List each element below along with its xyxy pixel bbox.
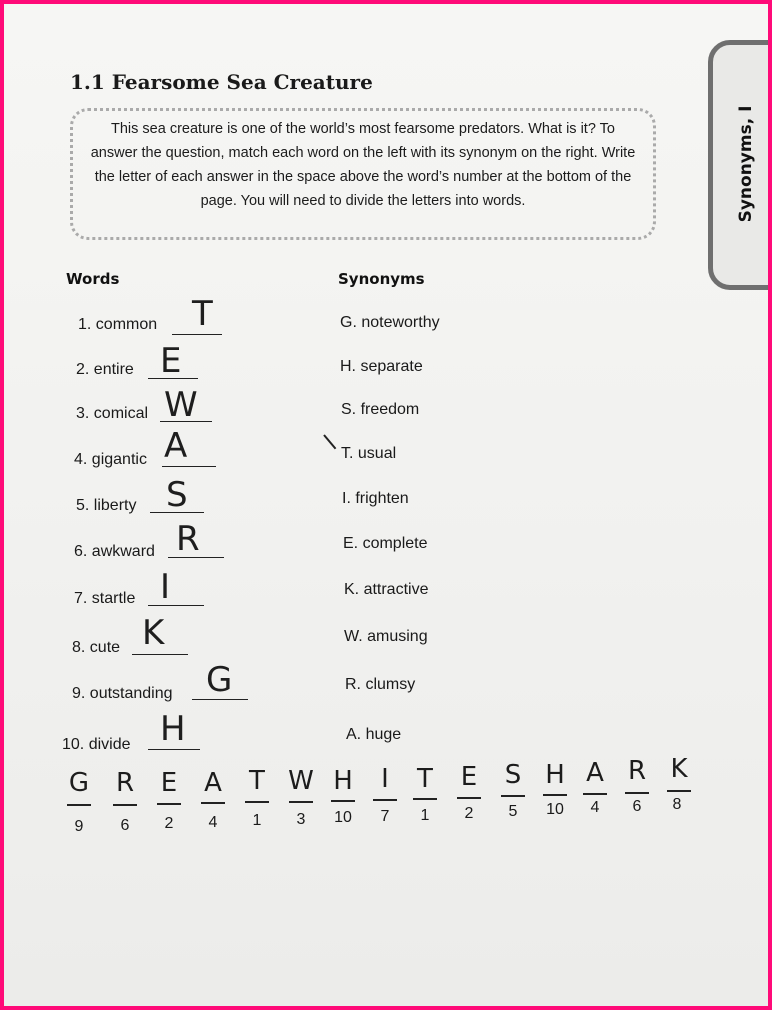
word-text: divide <box>88 736 131 753</box>
answer-blank[interactable] <box>148 749 200 750</box>
answer-number: 1 <box>252 812 262 829</box>
answer-line <box>543 794 567 796</box>
answer-letter: H <box>333 766 353 796</box>
check-mark <box>323 434 336 449</box>
word-number: 7. <box>74 590 88 607</box>
word-number: 10. <box>62 736 85 753</box>
answer-line <box>667 790 691 792</box>
word-row-1 <box>78 316 157 334</box>
word-text: cute <box>89 639 121 656</box>
answer-number: 3 <box>296 811 306 828</box>
word-row-2 <box>76 361 134 379</box>
word-number: 5. <box>76 497 90 514</box>
words-header: Words <box>66 270 120 288</box>
answer-letter: S <box>504 760 522 790</box>
word-text: comical <box>93 405 149 422</box>
side-tab-label: Synonyms, I <box>736 105 756 223</box>
synonym-item: I. frighten <box>342 490 409 507</box>
word-text: common <box>95 316 158 333</box>
answer-letter: G <box>68 768 90 798</box>
answer-blank[interactable] <box>162 466 216 467</box>
synonym-item: T. usual <box>341 445 397 462</box>
answer-line <box>413 798 437 800</box>
answer-number: 4 <box>590 799 600 816</box>
word-text: awkward <box>91 543 155 560</box>
word-number: 3. <box>76 405 90 422</box>
word-text: liberty <box>93 497 137 514</box>
handwritten-answer: R <box>176 519 200 559</box>
answer-line <box>289 801 313 803</box>
answer-line <box>245 801 269 803</box>
answer-blank[interactable] <box>148 605 204 606</box>
answer-letter: T <box>249 766 265 796</box>
word-number: 1. <box>78 316 92 333</box>
answer-blank[interactable] <box>172 334 222 335</box>
answer-line <box>157 803 181 805</box>
answer-number: 5 <box>508 803 518 820</box>
word-row-9 <box>72 685 173 703</box>
instructions-text: This sea creature is one of the world’s most fearsome predators. What is it? To answer the question, match each word on the left with its synonym on the right. Write the letter of each answer in the space above the word’s number at the bottom of the page. You will need to divide the letters into words. <box>90 121 636 209</box>
page-title: 1.1 Fearsome Sea Creature <box>70 70 373 94</box>
answer-number: 6 <box>120 817 130 834</box>
synonym-item: G. noteworthy <box>340 314 440 331</box>
answer-line <box>583 793 607 795</box>
answer-number: 8 <box>672 796 682 813</box>
word-row-8 <box>72 639 120 657</box>
handwritten-answer: H <box>160 709 186 749</box>
handwritten-answer: S <box>166 475 188 515</box>
word-row-6 <box>74 543 155 561</box>
answer-number: 1 <box>420 807 430 824</box>
word-row-10 <box>62 736 131 754</box>
answer-letter: A <box>586 758 604 788</box>
answer-letter: E <box>460 762 478 792</box>
answer-number: 6 <box>632 798 642 815</box>
answer-line <box>113 804 137 806</box>
answer-letter: T <box>417 764 433 794</box>
handwritten-answer: T <box>192 294 213 334</box>
handwritten-answer: A <box>164 426 188 466</box>
answer-line <box>201 802 225 804</box>
answer-line <box>501 795 525 797</box>
instructions-box <box>70 108 656 240</box>
handwritten-answer: E <box>160 341 182 381</box>
word-row-7 <box>74 590 135 608</box>
handwritten-answer: W <box>164 385 198 425</box>
word-number: 4. <box>74 451 88 468</box>
synonym-item: E. complete <box>343 535 428 552</box>
answer-line <box>457 797 481 799</box>
synonyms-header: Synonyms <box>338 270 425 288</box>
handwritten-answer: I <box>160 567 171 607</box>
answer-number: 10 <box>334 809 352 826</box>
answer-number: 7 <box>380 808 390 825</box>
synonym-item: S. freedom <box>341 401 420 418</box>
answer-number: 2 <box>464 805 474 822</box>
answer-line <box>67 804 91 806</box>
answer-blank[interactable] <box>132 654 188 655</box>
answer-number: 9 <box>74 818 84 835</box>
answer-letter: K <box>670 754 688 784</box>
synonym-item: H. separate <box>340 358 423 375</box>
synonym-item: A. huge <box>346 726 402 743</box>
word-text: entire <box>93 361 134 378</box>
answer-number: 4 <box>208 814 218 831</box>
word-text: gigantic <box>91 451 147 468</box>
answer-letter: W <box>288 766 314 796</box>
word-row-4 <box>74 451 147 469</box>
answer-number: 10 <box>546 801 564 818</box>
answer-line <box>373 799 397 801</box>
word-row-5 <box>76 497 136 515</box>
answer-letter: R <box>627 756 647 786</box>
word-number: 6. <box>74 543 88 560</box>
answer-letter: A <box>204 768 222 798</box>
answer-letter: R <box>115 768 135 798</box>
word-number: 8. <box>72 639 86 656</box>
word-number: 9. <box>72 685 86 702</box>
synonym-item: R. clumsy <box>345 676 416 693</box>
answer-line <box>331 800 355 802</box>
answer-number: 2 <box>164 815 174 832</box>
handwritten-answer: G <box>206 660 233 700</box>
handwritten-answer: K <box>142 613 165 653</box>
word-text: outstanding <box>89 685 173 702</box>
word-row-3 <box>76 405 148 423</box>
synonym-item: K. attractive <box>344 581 429 598</box>
word-number: 2. <box>76 361 90 378</box>
answer-line <box>625 792 649 794</box>
answer-letter: H <box>545 760 565 790</box>
answer-letter: E <box>160 768 178 798</box>
answer-letter: I <box>381 764 389 794</box>
word-text: startle <box>91 590 136 607</box>
synonym-item: W. amusing <box>344 628 428 645</box>
